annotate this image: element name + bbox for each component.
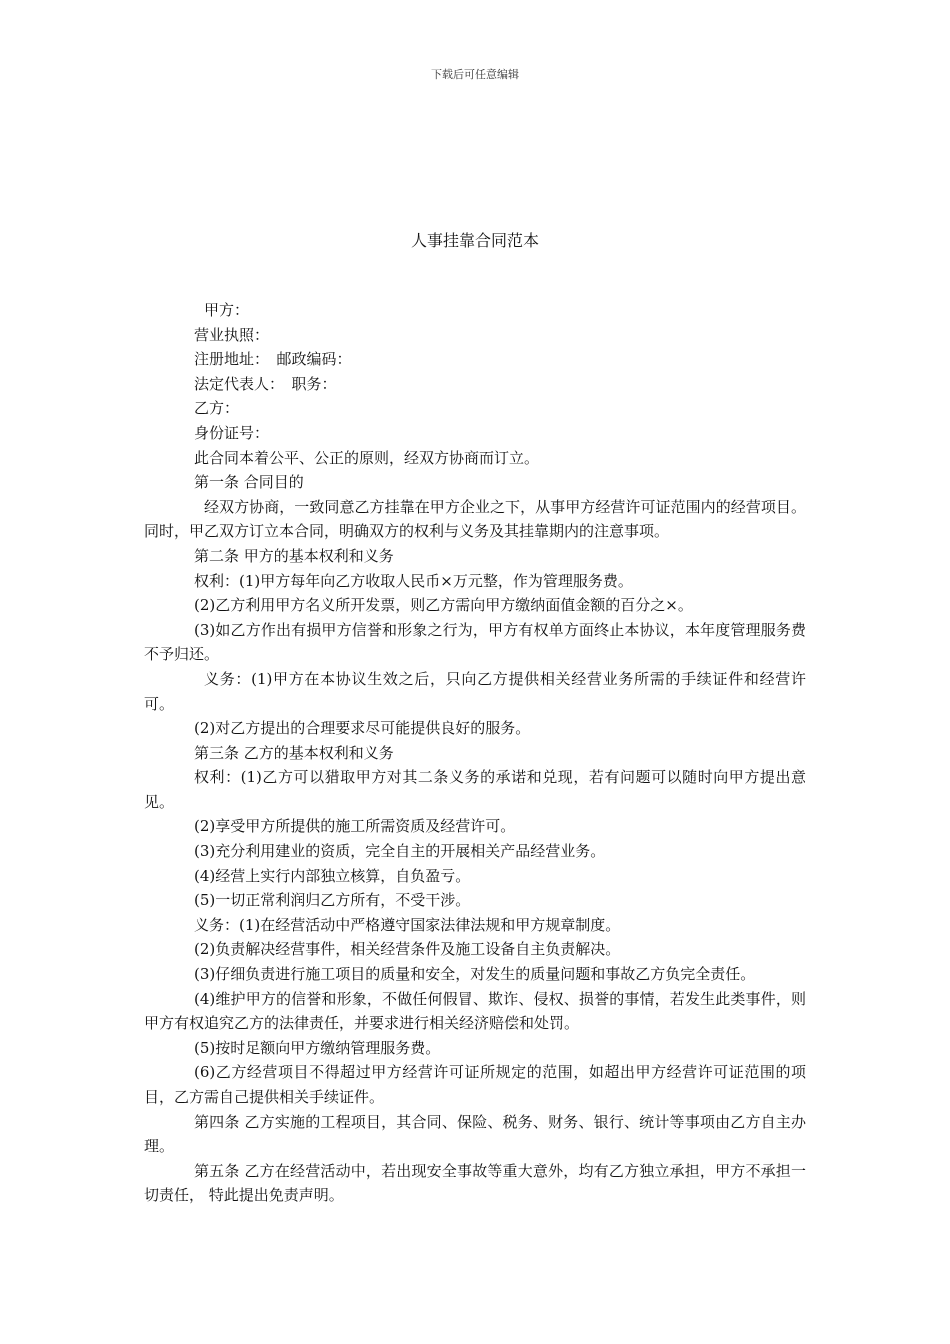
paragraph: (3)充分利用建业的资质，完全自主的开展相关产品经营业务。	[194, 842, 606, 861]
paragraph: 营业执照：	[194, 325, 270, 344]
paragraph: (3)如乙方作出有损甲方信誉和形象之行为，甲方有权单方面终止本协议，本年度管理服务费不予归还。	[144, 620, 806, 664]
paragraph: 经双方协商，一致同意乙方挂靠在甲方企业之下，从事甲方经营许可证范围内的经营项目。同时，甲乙双方订立本合同，明确双方的权利与义务及其挂靠期内的注意事项。	[144, 497, 806, 541]
paragraph: 第五条 乙方在经营活动中，若出现安全事故等重大意外，均有乙方独立承担，甲方不承担一切责任， 特此提出免责声明。	[144, 1161, 806, 1205]
paragraph: 乙方：	[194, 399, 240, 418]
document-title: 人事挂靠合同范本	[410, 231, 539, 250]
paragraph: 注册地址： 邮政编码：	[194, 350, 352, 369]
paragraph: 此合同本着公平、公正的原则，经双方协商而订立。	[194, 448, 540, 467]
paragraph: (4)维护甲方的信誉和形象，不做任何假冒、欺诈、侵权、损誉的事情，若发生此类事件，则甲方有权追究乙方的法律责任，并要求进行相关经济赔偿和处罚。	[144, 989, 806, 1033]
paragraph: (4)经营上实行内部独立核算，自负盈亏。	[194, 866, 471, 885]
paragraph: 第二条 甲方的基本权利和义务	[194, 546, 394, 565]
paragraph: 义务：(1)甲方在本协议生效之后，只向乙方提供相关经营业务所需的手续证件和经营许可。	[144, 669, 806, 713]
paragraph: (2)负责解决经营事件，相关经营条件及施工设备自主负责解决。	[194, 940, 621, 959]
paragraph: (5)按时足额向甲方缴纳管理服务费。	[194, 1038, 441, 1057]
paragraph: 权利：(1)甲方每年向乙方收取人民币×万元整，作为管理服务费。	[194, 571, 633, 590]
header-note: 下载后可任意编辑	[431, 68, 519, 81]
paragraph: 身份证号：	[194, 423, 270, 442]
paragraph: (3)仔细负责进行施工项目的质量和安全，对发生的质量问题和事故乙方负完全责任。	[194, 965, 756, 984]
paragraph: (2)对乙方提出的合理要求尽可能提供良好的服务。	[194, 719, 531, 738]
paragraph: 权利：(1)乙方可以猎取甲方对其二条义务的承诺和兑现，若有问题可以随时向甲方提出意见。	[144, 768, 806, 811]
paragraph: 第四条 乙方实施的工程项目，其合同、保险、税务、财务、银行、统计等事项由乙方自主办理。	[144, 1112, 806, 1156]
paragraph: 第一条 合同目的	[194, 473, 304, 492]
paragraph: 法定代表人： 职务：	[194, 374, 337, 393]
paragraph: 义务：(1)在经营活动中严格遵守国家法律法规和甲方规章制度。	[194, 915, 621, 934]
paragraph: 第三条 乙方的基本权利和义务	[194, 743, 394, 762]
paragraph: (2)享受甲方所提供的施工所需资质及经营许可。	[194, 817, 516, 836]
document-body	[144, 298, 806, 1208]
paragraph: 甲方：	[204, 301, 250, 319]
paragraph: (6)乙方经营项目不得超过甲方经营许可证所规定的范围，如超出甲方经营许可证范围的项目，乙方需自己提供相关手续证件。	[144, 1063, 806, 1106]
paragraph: (2)乙方利用甲方名义所开发票，则乙方需向甲方缴纳面值金额的百分之×。	[194, 596, 693, 615]
paragraph: (5)一切正常利润归乙方所有，不受干涉。	[194, 891, 471, 910]
